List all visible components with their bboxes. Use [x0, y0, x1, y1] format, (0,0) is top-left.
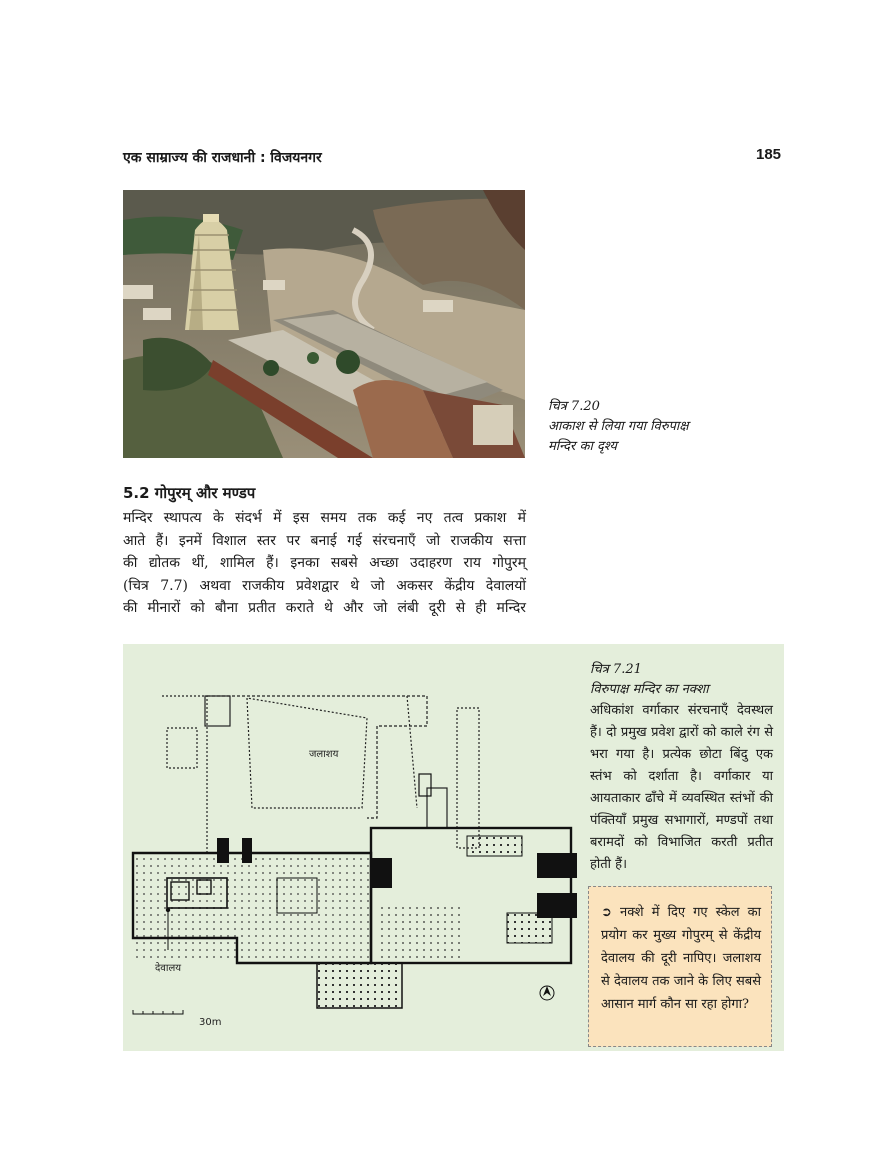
arrow-icon: ➲ — [601, 905, 612, 920]
plan-label-shrine: देवालय — [155, 963, 182, 974]
figure-7-20-number: चित्र 7.20 — [548, 399, 600, 414]
body-line: आते हैं। इनमें विशाल स्तर पर बनाई गई संरचनाएँ जो राजकीय सत्ता — [123, 532, 526, 549]
body-line: की मीनारों को बौना प्रतीत कराते थे और जो लंबी दूरी से ही मन्दिर — [123, 600, 526, 616]
running-title: एक साम्राज्य की राजधानी : विजयनगर — [123, 150, 322, 166]
temple-plan-panel — [123, 644, 784, 1051]
plan-label-tank: जलाशय — [309, 749, 339, 760]
figure-7-21-caption — [590, 660, 773, 876]
body-paragraph — [123, 507, 526, 620]
figure-7-20-caption-line-1: आकाश से लिया गया विरुपाक्ष — [548, 419, 689, 434]
figure-7-20-caption-line-2: मन्दिर का दृश्य — [548, 439, 617, 454]
question-text: नक्शे में दिए गए स्केल का प्रयोग कर मुख्य गोपुरम् से केंद्रीय देवालय की दूरी नापिए। जलाशय से देवालय तक जाने के लिए सबसे आसान मार्ग कौन सा रहा होगा? — [601, 905, 761, 1012]
figure-7-21-number: चित्र 7.21 — [590, 662, 642, 677]
activity-question-box — [588, 886, 772, 1047]
figure-7-20-caption — [548, 397, 748, 457]
figure-7-21-description: अधिकांश वर्गाकार संरचनाएँ देवस्थल हैं। दो प्रमुख प्रवेश द्वारों को काले रंग से भरा गया है। प्रत्येक छोटा बिंदु एक स्तंभ को दर्शाता है। वर्गाकार या आयताकार ढाँचे में व्यवस्थित स्तंभों की पंक्तियाँ प्रमुख सभागारों, मण्डपों तथा बरामदों को विभाजित करती प्रतीत होती हैं। — [590, 703, 773, 872]
virupaksha-temple-plan — [127, 688, 587, 1048]
body-line: मन्दिर स्थापत्य के संदर्भ में इस समय तक कई नए तत्व प्रकाश में — [123, 510, 526, 526]
figure-7-21-title: विरुपाक्ष मन्दिर का नक्शा — [590, 682, 709, 697]
body-line: की द्योतक थीं, शामिल हैं। इनका सबसे अच्छा उदाहरण राय गोपुरम् — [123, 555, 526, 571]
body-line: (चित्र 7.7) अथवा राजकीय प्रवेशद्वार थे जो अकसर केंद्रीय देवालयों — [123, 577, 526, 594]
page-number: 185 — [756, 146, 782, 163]
virupaksha-aerial-photo — [123, 190, 525, 458]
section-heading: 5.2 गोपुरम् और मण्डप — [123, 484, 256, 502]
plan-scale-label: 30m — [199, 1017, 222, 1028]
